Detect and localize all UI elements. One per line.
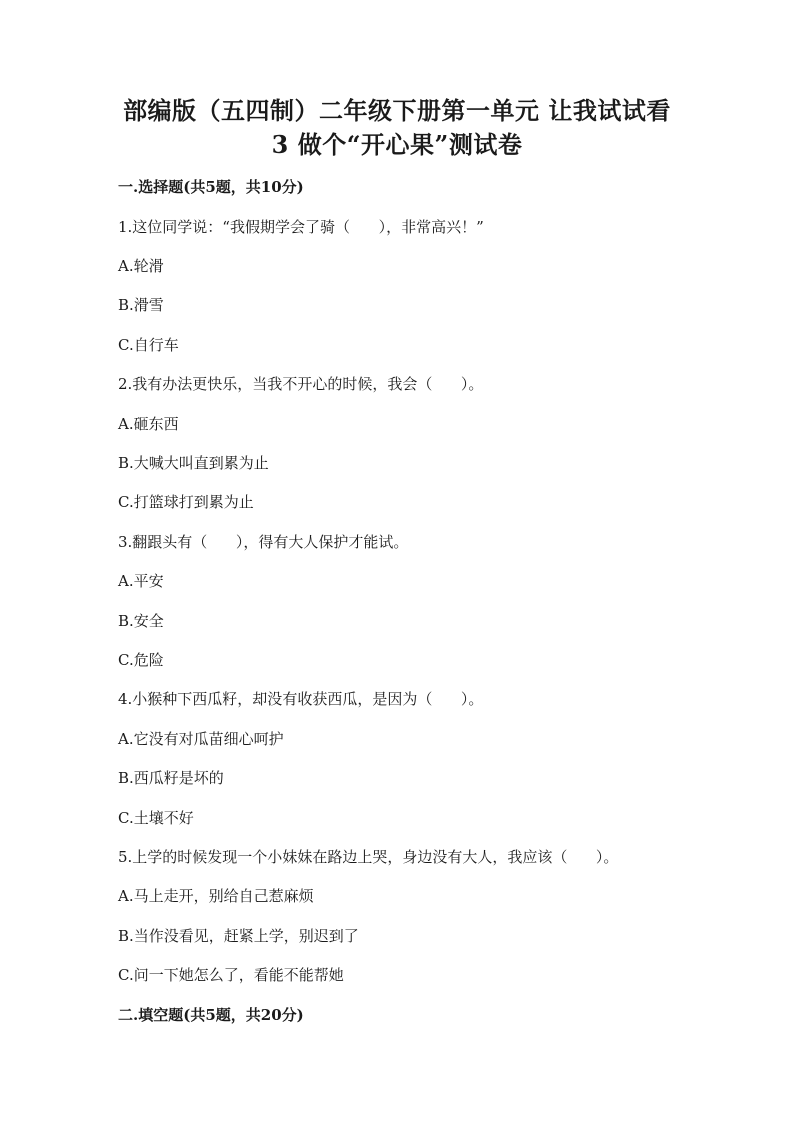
question-3-option-a: A.平安 <box>118 572 164 590</box>
question-5: 5.上学的时候发现一个小妹妹在路边上哭，身边没有大人，我应该（ ）。 <box>118 848 619 866</box>
question-1: 1.这位同学说：“我假期学会了骑（ ），非常高兴！” <box>118 218 484 236</box>
question-2-option-a: A.砸东西 <box>118 415 179 433</box>
page-subtitle: 3 做个“开心果”测试卷 <box>271 130 523 159</box>
question-1-option-a: A.轮滑 <box>118 257 164 275</box>
question-3-option-b: B.安全 <box>118 612 164 630</box>
question-1-option-b: B.滑雪 <box>118 296 164 314</box>
question-5-option-c: C.问一下她怎么了，看能不能帮她 <box>118 966 344 984</box>
question-1-option-c: C.自行车 <box>118 336 179 354</box>
question-3: 3.翻跟头有（ ），得有大人保护才能试。 <box>118 533 409 551</box>
question-2-option-c: C.打篮球打到累为止 <box>118 493 254 511</box>
question-4: 4.小猴种下西瓜籽，却没有收获西瓜，是因为（ ）。 <box>118 690 484 708</box>
question-5-option-a: A.马上走开，别给自己惹麻烦 <box>118 887 314 905</box>
question-4-option-a: A.它没有对瓜苗细心呵护 <box>118 730 284 748</box>
question-2: 2.我有办法更快乐，当我不开心的时候，我会（ ）。 <box>118 375 484 393</box>
question-3-option-c: C.危险 <box>118 651 164 669</box>
question-5-option-b: B.当作没看见，赶紧上学，别迟到了 <box>118 927 359 945</box>
question-4-option-c: C.土壤不好 <box>118 809 194 827</box>
section-heading-fill-blank: 二.填空题(共5题，共20分) <box>118 1006 304 1024</box>
question-2-option-b: B.大喊大叫直到累为止 <box>118 454 269 472</box>
section-heading-choice: 一.选择题(共5题，共10分) <box>118 178 304 196</box>
page-title: 部编版（五四制）二年级下册第一单元 让我试试看 <box>123 96 671 125</box>
question-4-option-b: B.西瓜籽是坏的 <box>118 769 224 787</box>
